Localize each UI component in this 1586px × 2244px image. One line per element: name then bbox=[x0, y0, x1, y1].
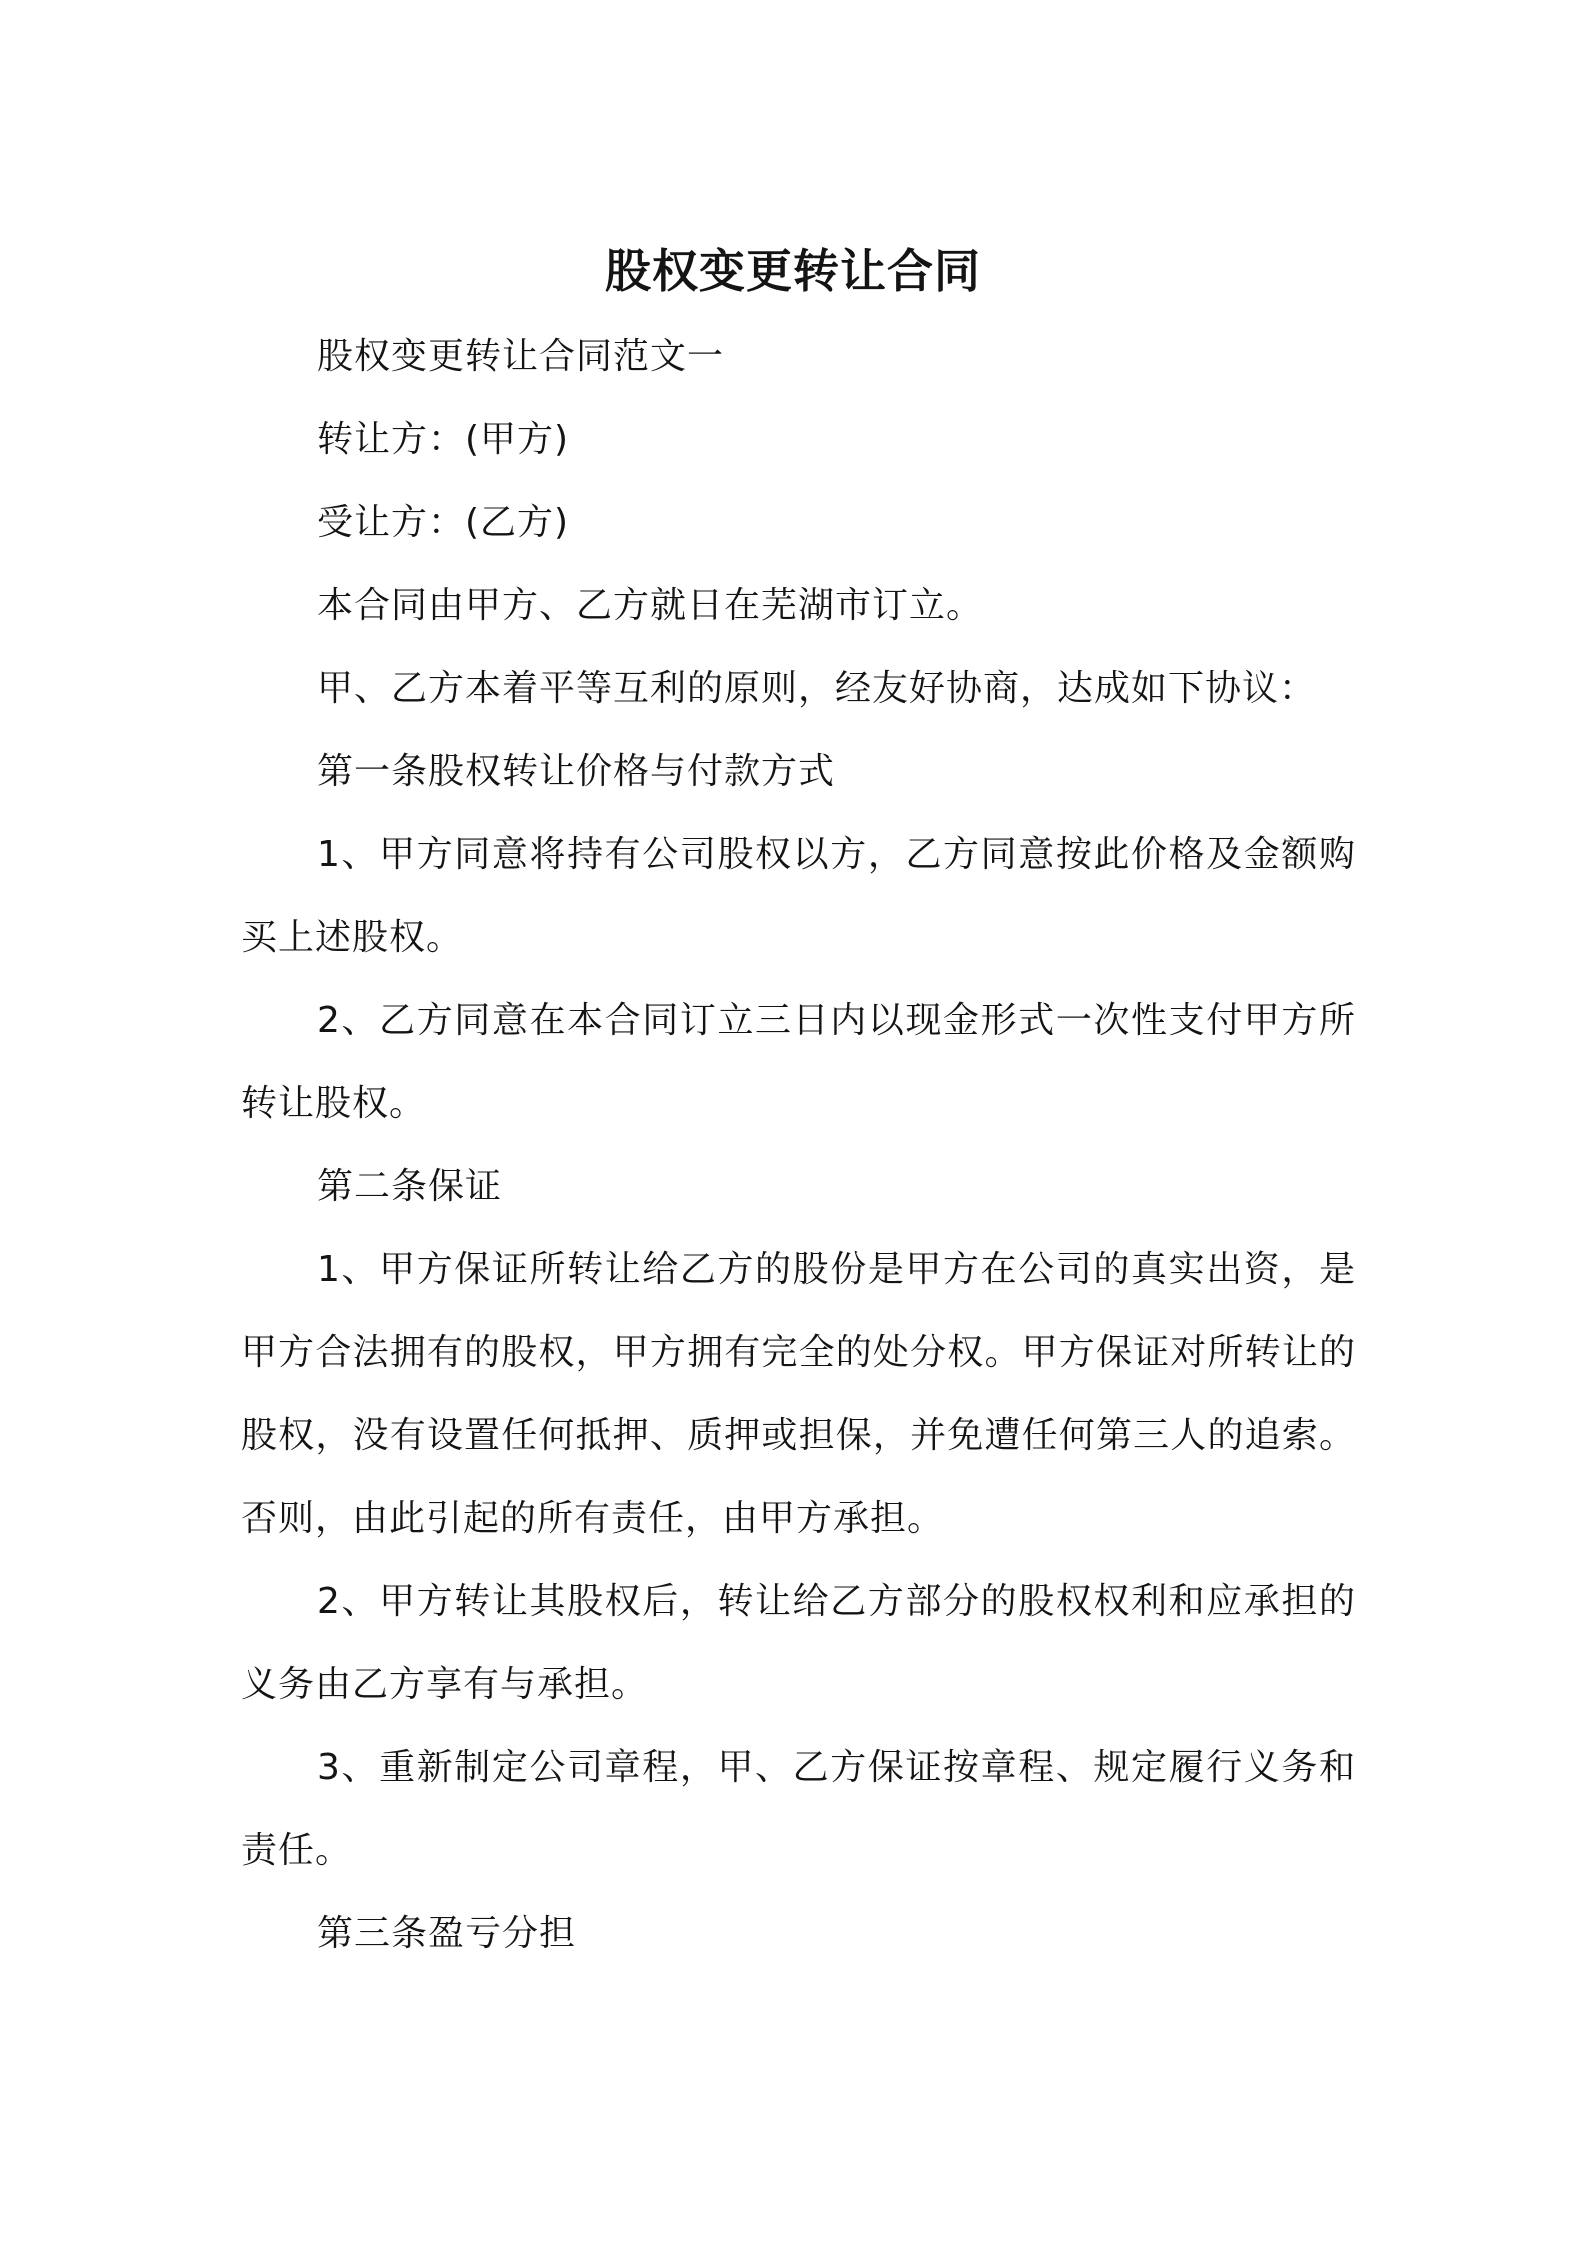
article-1-heading: 第一条股权转让价格与付款方式 bbox=[317, 751, 836, 792]
article-2-clause-2: 2、甲方转让其股权后，转让给乙方部分的股权权利和应承担的义务由乙方享有与承担。 bbox=[241, 1581, 1356, 1705]
article-1-clause-2: 2、乙方同意在本合同订立三日内以现金形式一次性支付甲方所转让股权。 bbox=[241, 1000, 1356, 1124]
paragraph-template-name: 股权变更转让合同范文一 bbox=[317, 336, 725, 377]
article-2-clause-1: 1、甲方保证所转让给乙方的股份是甲方在公司的真实出资，是甲方合法拥有的股权，甲方拥有完全的处分权。甲方保证对所转让的股权，没有设置任何抵押、质押或担保，并免遭任何第三人的追索。否则，由此引起的所有责任，由甲方承担。 bbox=[241, 1249, 1356, 1539]
article-3-heading: 第三条盈亏分担 bbox=[317, 1913, 577, 1954]
document-title: 股权变更转让合同 bbox=[605, 243, 981, 298]
paragraph-transferee: 受让方：(乙方) bbox=[317, 502, 570, 543]
paragraph-transferor: 转让方：(甲方) bbox=[317, 419, 570, 460]
paragraph-signing-place: 本合同由甲方、乙方就日在芜湖市订立。 bbox=[317, 585, 984, 626]
document-body bbox=[241, 315, 1356, 1975]
paragraph-agreement-intro: 甲、乙方本着平等互利的原则，经友好协商，达成如下协议： bbox=[317, 668, 1317, 709]
article-2-heading: 第二条保证 bbox=[317, 1166, 503, 1207]
article-2-clause-3: 3、重新制定公司章程，甲、乙方保证按章程、规定履行义务和责任。 bbox=[241, 1747, 1356, 1871]
article-1-clause-1: 1、甲方同意将持有公司股权以方，乙方同意按此价格及金额购买上述股权。 bbox=[241, 834, 1356, 958]
